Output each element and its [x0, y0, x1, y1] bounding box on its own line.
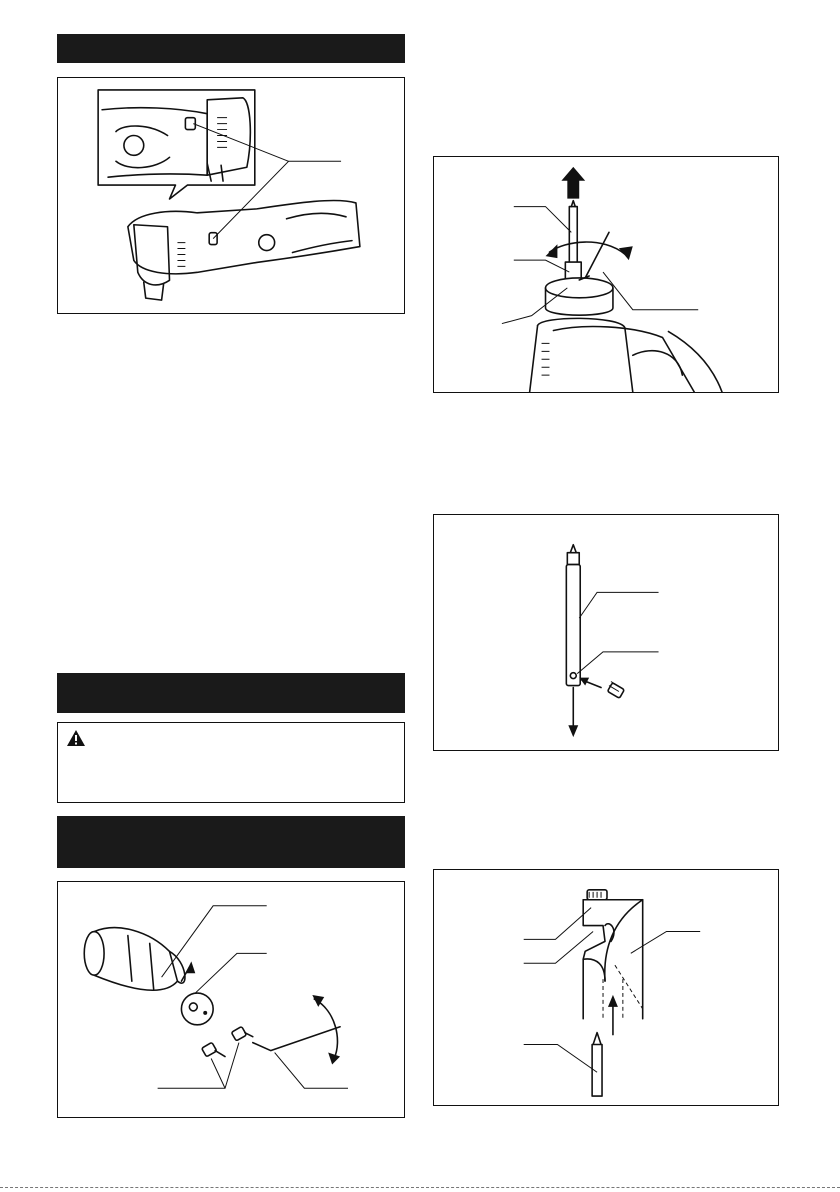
- warning-triangle-icon: [66, 729, 86, 747]
- figure-punch-removal-drawing: [434, 157, 778, 392]
- page-bottom-rule: [0, 1187, 840, 1189]
- leader-punch-tip: [524, 1045, 597, 1073]
- leader-wrench: [603, 272, 698, 310]
- leader-rod: [579, 592, 658, 618]
- warning-box: [57, 722, 405, 803]
- figure-die-holder-drawing: [58, 882, 404, 1117]
- leader-die-top: [524, 908, 591, 940]
- section-heading-bar-1: [57, 34, 405, 63]
- figure-switch-lock: [57, 77, 405, 314]
- figure-switch-lock-drawing: [58, 78, 404, 313]
- leader-holder: [162, 906, 267, 977]
- up-arrow-icon: [608, 995, 618, 1035]
- punch-rod-icon: [566, 545, 580, 686]
- punch-icon: [565, 201, 581, 280]
- figure-die-insertion: [433, 869, 779, 1106]
- leader-nut: [514, 260, 570, 272]
- rotation-arrow-icon: [312, 995, 340, 1064]
- section-heading-bar-3: [57, 816, 405, 868]
- leader-punch: [514, 207, 572, 233]
- figure-punch-screw-drawing: [434, 515, 778, 750]
- set-screw-icon: [579, 678, 624, 699]
- hex-wrench-icon: [253, 1027, 340, 1051]
- punch-tip-icon: [592, 1033, 602, 1096]
- tool-body-icon: [128, 200, 360, 300]
- leader-cap: [195, 953, 266, 993]
- leader-die-body: [631, 931, 700, 953]
- rotation-arrow-icon: [546, 242, 633, 260]
- figure-die-insertion-drawing: [434, 870, 778, 1105]
- up-arrow-icon: [561, 167, 585, 199]
- leader-screws: [158, 1043, 239, 1089]
- down-arrow-icon: [568, 688, 578, 738]
- leader-hole: [577, 652, 658, 674]
- screw-icon: [202, 1026, 253, 1056]
- figure-die-holder: [57, 881, 405, 1118]
- callout-leader-icon: [193, 124, 341, 239]
- figure-punch-screw: [433, 514, 779, 751]
- tool-top-view-icon: [98, 90, 255, 199]
- die-holder-icon: [84, 928, 213, 1025]
- hex-wrench-icon: [579, 232, 609, 280]
- section-heading-bar-2: [57, 673, 405, 713]
- figure-punch-removal: [433, 156, 779, 393]
